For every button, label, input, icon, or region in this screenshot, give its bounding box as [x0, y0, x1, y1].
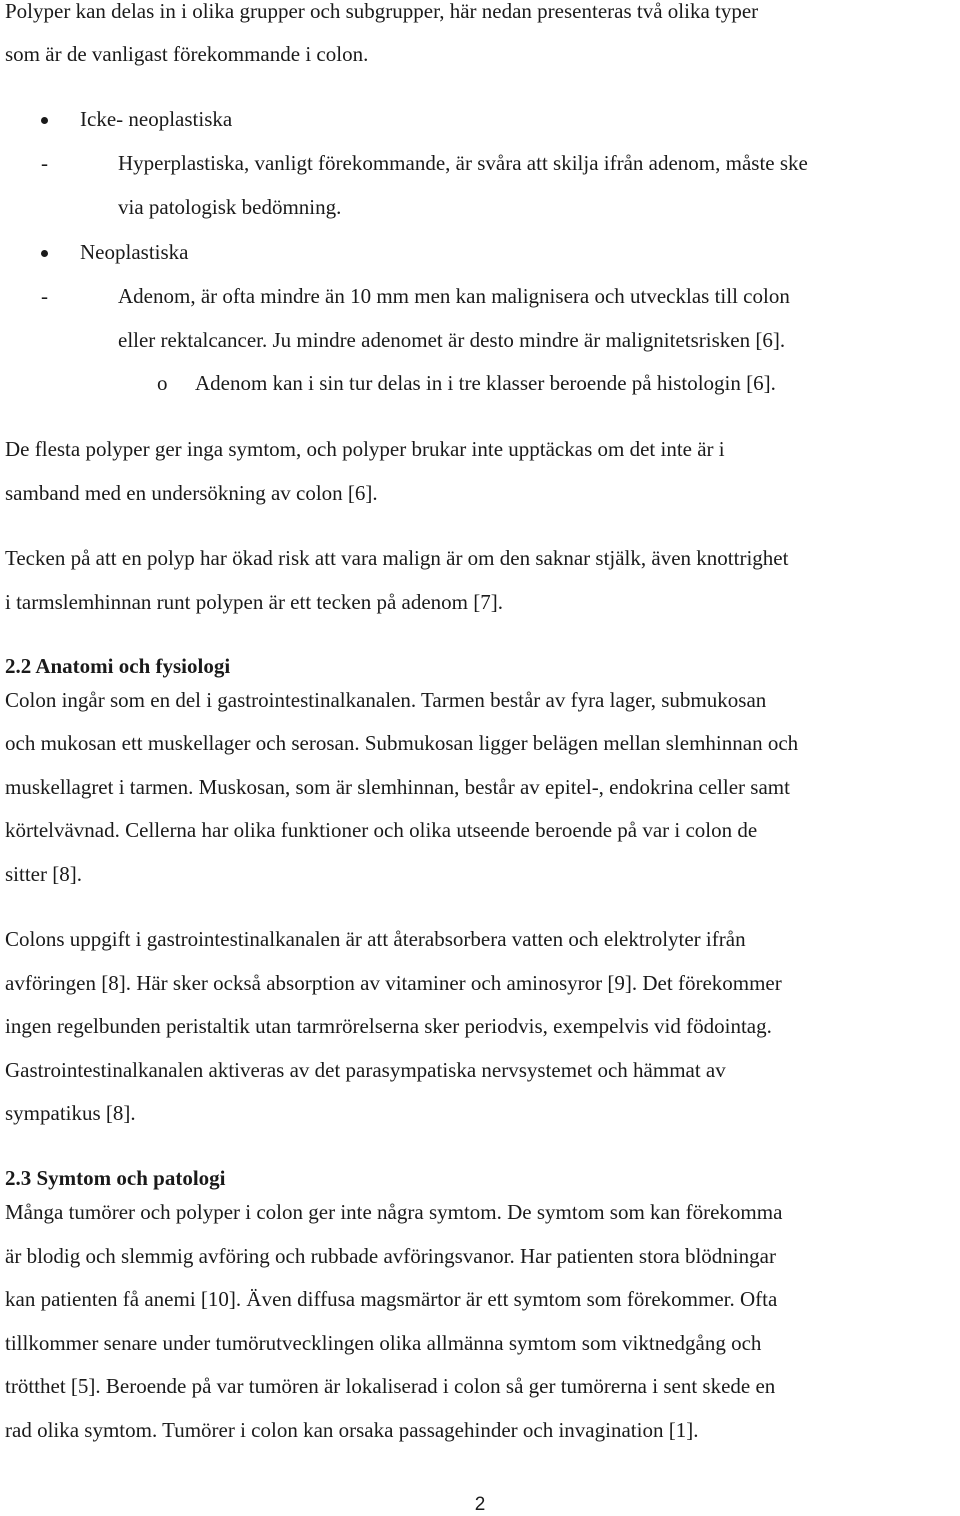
list-subitem-line: via patologisk bedömning.	[118, 195, 342, 219]
intro-line-1: Polyper kan delas in i olika grupper och subgrupper, här nedan presenteras två olika typer	[5, 0, 759, 23]
paragraph-line: samband med en undersökning av colon [6].	[5, 481, 378, 505]
paragraph-line: De flesta polyper ger inga symtom, och polyper brukar inte upptäckas om det inte är i	[5, 437, 725, 461]
paragraph-line: avföringen [8]. Här sker också absorption av vitaminer och aminosyror [9]. Det förekommer	[5, 971, 782, 995]
intro-line-2: som är de vanligast förekommande i colon.	[5, 42, 369, 66]
paragraph-line: trötthet [5]. Beroende på var tumören är lokaliserad i colon så ger tumörerna i sent skede en	[5, 1374, 776, 1398]
bullet-icon	[41, 117, 48, 124]
paragraph-line: rad olika symtom. Tumörer i colon kan orsaka passagehinder och invagination [1].	[5, 1418, 699, 1442]
paragraph-line: i tarmslemhinnan runt polypen är ett tecken på adenom [7].	[5, 590, 504, 614]
paragraph-line: kan patienten få anemi [10]. Även diffusa magsmärtor är ett symtom som förekommer. Ofta	[5, 1287, 778, 1311]
list-subitem-line: eller rektalcancer. Ju mindre adenomet är desto mindre är malignitetsrisken [6].	[118, 328, 786, 352]
list-subsubitem-line: Adenom kan i sin tur delas in i tre klasser beroende på histologin [6].	[195, 371, 776, 395]
paragraph-line: sympatikus [8].	[5, 1101, 136, 1125]
paragraph-line: Colon ingår som en del i gastrointestinalkanalen. Tarmen består av fyra lager, submukosan	[5, 688, 767, 712]
paragraph-line: Colons uppgift i gastrointestinalkanalen är att återabsorbera vatten och elektrolyter ifrån	[5, 927, 746, 951]
list-subitem-line: Hyperplastiska, vanligt förekommande, är svåra att skilja ifrån adenom, måste ske	[118, 151, 808, 175]
page-number: 2	[474, 1494, 486, 1515]
paragraph-line: Tecken på att en polyp har ökad risk att vara malign är om den saknar stjälk, även knottrighet	[5, 546, 789, 570]
paragraph-line: Gastrointestinalkanalen aktiveras av det parasympatiska nervsystemet och hämmat av	[5, 1058, 726, 1082]
circle-bullet-icon: o	[157, 371, 168, 395]
paragraph-line: tillkommer senare under tumörutvecklingen olika allmänna symtom som viktnedgång och	[5, 1331, 762, 1355]
list-subitem-line: Adenom, är ofta mindre än 10 mm men kan malignisera och utvecklas till colon	[118, 284, 790, 308]
paragraph-line: och mukosan ett muskellager och serosan. Submukosan ligger belägen mellan slemhinnan och	[5, 731, 799, 755]
section-heading: 2.3 Symtom och patologi	[5, 1166, 226, 1190]
paragraph-line: körtelvävnad. Cellerna har olika funktioner och olika utseende beroende på var i colon de	[5, 818, 758, 842]
dash-marker: -	[41, 151, 48, 175]
paragraph-line: sitter [8].	[5, 862, 82, 886]
list-item-label: Icke- neoplastiska	[80, 107, 233, 131]
paragraph-line: Många tumörer och polyper i colon ger inte några symtom. De symtom som kan förekomma	[5, 1200, 783, 1224]
bullet-icon	[41, 250, 48, 257]
paragraph-line: ingen regelbunden peristaltik utan tarmrörelserna sker periodvis, exempelvis vid födointag.	[5, 1014, 772, 1038]
paragraph-line: muskellagret i tarmen. Muskosan, som är slemhinnan, består av epitel-, endokrina celler samt	[5, 775, 790, 799]
dash-marker: -	[41, 284, 48, 308]
list-item-label: Neoplastiska	[80, 240, 189, 264]
section-heading: 2.2 Anatomi och fysiologi	[5, 654, 231, 678]
paragraph-line: är blodig och slemmig avföring och rubbade avföringsvanor. Har patienten stora blödningar	[5, 1244, 776, 1268]
